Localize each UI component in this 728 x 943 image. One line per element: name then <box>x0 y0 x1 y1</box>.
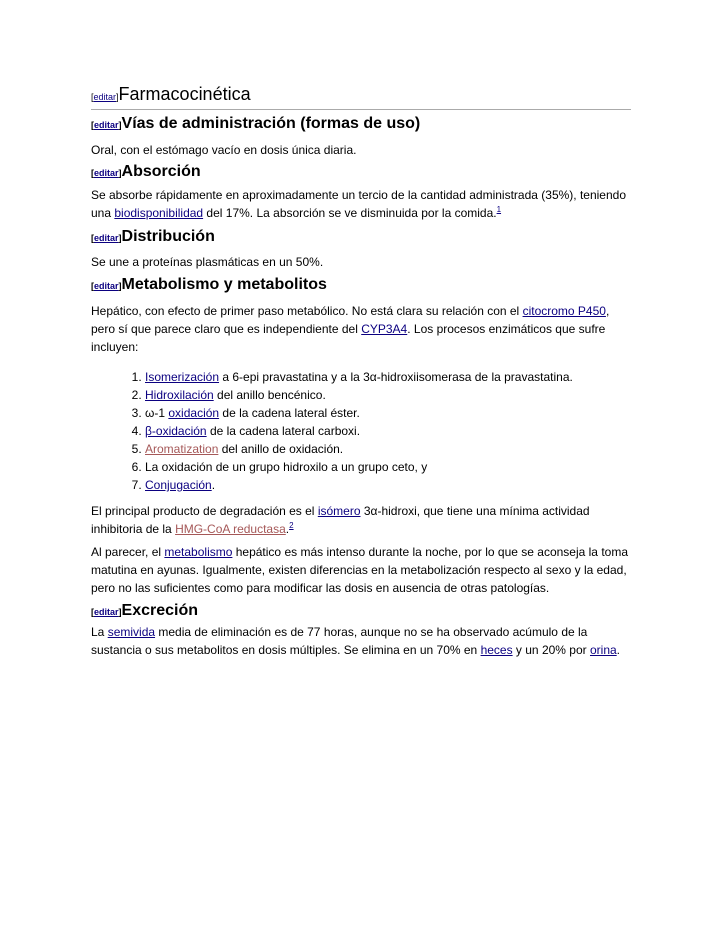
edit-link[interactable]: editar <box>94 233 119 243</box>
list-item: 6. La oxidación de un grupo hidroxilo a un grupo ceto, y <box>145 458 645 476</box>
list-item: 3. ω-1 oxidación de la cadena lateral éster. <box>145 404 645 422</box>
link-oxidacion[interactable]: oxidación <box>168 406 220 420</box>
heading-distribucion: [editar]Distribución <box>91 228 215 245</box>
link-hmg-coa-reductasa[interactable]: HMG-CoA reductasa <box>175 522 286 536</box>
list-item: 1. Isomerización a 6-epi pravastatina y a la 3α-hidroxiisomerasa de la pravastatina. <box>145 368 645 386</box>
heading-text: Metabolismo y metabolitos <box>121 276 327 293</box>
link-biodisponibilidad[interactable]: biodisponibilidad <box>114 206 204 220</box>
edit-link[interactable]: editar <box>94 281 119 291</box>
heading-metabolismo: [editar]Metabolismo y metabolitos <box>91 276 327 293</box>
link-aromatization[interactable]: Aromatization <box>145 442 219 456</box>
paragraph-excrecion: La semivida media de eliminación es de 77 horas, aunque no se ha observado acúmulo de la sustancia o sus metabolitos en dosis múltiples. Se elimina en un 70% en heces y un 20% por orina. <box>91 625 621 657</box>
list-item: 2. Hidroxilación del anillo bencénico. <box>145 386 645 404</box>
link-cyp3a4[interactable]: CYP3A4 <box>361 322 408 336</box>
link-isomero[interactable]: isómero <box>317 504 361 518</box>
section-heading-farmacocinetica <box>91 83 631 110</box>
link-heces[interactable]: heces <box>480 643 513 657</box>
paragraph-metabolismo-nocturno: Al parecer, el metabolismo hepático es más intenso durante la noche, por lo que se aconseja la toma matutina en ayunas. Igualmente, existen diferencias en la metabolización respecto al sexo y la edad, pero no las suficientes como para modificar las dosis en ausencia de otras patologías. <box>91 545 628 595</box>
heading-excrecion: [editar]Excreción <box>91 602 198 619</box>
link-beta-oxidacion[interactable]: β-oxidación <box>145 424 207 438</box>
paragraph-metabolismo-producto: El principal producto de degradación es el isómero 3α-hidroxi, que tiene una mínima actividad inhibitoria de la HMG-CoA reductasa.$^2$ <box>91 504 590 536</box>
link-hidroxilacion[interactable]: Hidroxilación <box>145 388 214 402</box>
paragraph-vias: Oral, con el estómago vacío en dosis única diaria. <box>91 143 357 157</box>
edit-link[interactable]: editar <box>94 120 119 130</box>
edit-link-wrapper: [editar] <box>91 92 119 102</box>
edit-link[interactable]: editar <box>93 92 117 102</box>
link-citocromo-p450[interactable]: citocromo P450 <box>522 304 606 318</box>
link-metabolismo[interactable]: metabolismo <box>164 545 233 559</box>
link-semivida[interactable]: semivida <box>107 625 156 639</box>
heading-text: Distribución <box>121 228 215 245</box>
heading-text: Vías de administración (formas de uso) <box>121 115 421 132</box>
heading-text: Absorción <box>121 163 201 180</box>
heading-absorcion: [editar]Absorción <box>91 163 201 180</box>
page-title: Farmacocinética <box>118 84 251 104</box>
edit-link[interactable]: editar <box>94 607 119 617</box>
list-item: 7. Conjugación. <box>145 476 645 494</box>
link-orina[interactable]: orina <box>589 643 617 657</box>
heading-text: Excreción <box>121 602 198 619</box>
heading-vias: [editar]Vías de administración (formas de uso) <box>91 115 421 132</box>
edit-link[interactable]: editar <box>94 168 119 178</box>
paragraph-metabolismo-intro: Hepático, con efecto de primer paso metabólico. No está clara su relación con el citocromo P450, pero sí que parece claro que es independiente del CYP3A4. Los procesos enzimáticos que sufre incluyen: <box>91 304 610 354</box>
paragraph-distribucion: Se une a proteínas plasmáticas en un 50%. <box>91 255 324 269</box>
list-item: 5. Aromatization del anillo de oxidación. <box>145 440 645 458</box>
list-item: 4. β-oxidación de la cadena lateral carboxi. <box>145 422 645 440</box>
enzymatic-process-list <box>91 368 645 494</box>
link-conjugacion[interactable]: Conjugación <box>145 478 212 492</box>
link-isomerizacion[interactable]: Isomerización <box>145 370 220 384</box>
reference-link[interactable]: 2 <box>289 521 294 530</box>
paragraph-absorcion: Se absorbe rápidamente en aproximadamente un tercio de la cantidad administrada (35%), teniendo una biodisponibilidad del 17%. La absorción se ve disminuida por la comida.$^1$ <box>91 188 626 220</box>
reference-link[interactable]: 1 <box>496 205 502 214</box>
